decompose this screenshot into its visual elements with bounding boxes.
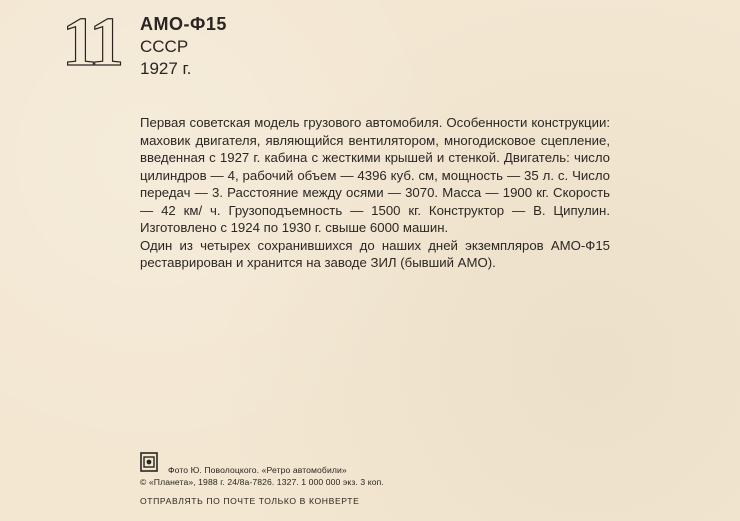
card-number: 11 xyxy=(62,4,121,81)
photo-credit: Фото Ю. Поволоцкого. «Ретро автомобили» xyxy=(168,465,347,475)
planeta-logo-icon xyxy=(140,452,158,472)
description-paragraph-1: Первая советская модель грузового автомобиля. Особенности конструкции: маховик двигателя, являющийся вентилятором, многодисковое сцепление, введенная с 1927 г. кабина с жесткими крышей и стенкой. Двигатель: число цилиндров — 4, рабочий объем — 4396 куб. см, мощность — 35 л. с. Число передач — 3. Расстояние между осями — 3070. Масса — 1900 кг. Скорость — 42 км/ ч. Грузоподъемность — 1500 кг. Конструктор — В. Ципулин. Изготовлено с 1924 по 1930 г. свыше 6000 машин. xyxy=(140,115,610,235)
description-text xyxy=(140,114,610,272)
publisher-info: © «Планета», 1988 г. 24/8а-7826. 1327. 1 000 000 экз. 3 коп. xyxy=(140,477,384,487)
vehicle-country: СССР xyxy=(140,37,189,56)
vehicle-year: 1927 г. xyxy=(140,59,192,78)
mailing-note: ОТПРАВЛЯТЬ ПО ПОЧТЕ ТОЛЬКО В КОНВЕРТЕ xyxy=(140,496,360,506)
description-paragraph-2: Один из четырех сохранившихся до наших дней экземпляров АМО-Ф15 реставрирован и хранится на заводе ЗИЛ (бывший АМО). xyxy=(140,237,610,270)
vehicle-title: АМО-Ф15 xyxy=(140,14,227,34)
